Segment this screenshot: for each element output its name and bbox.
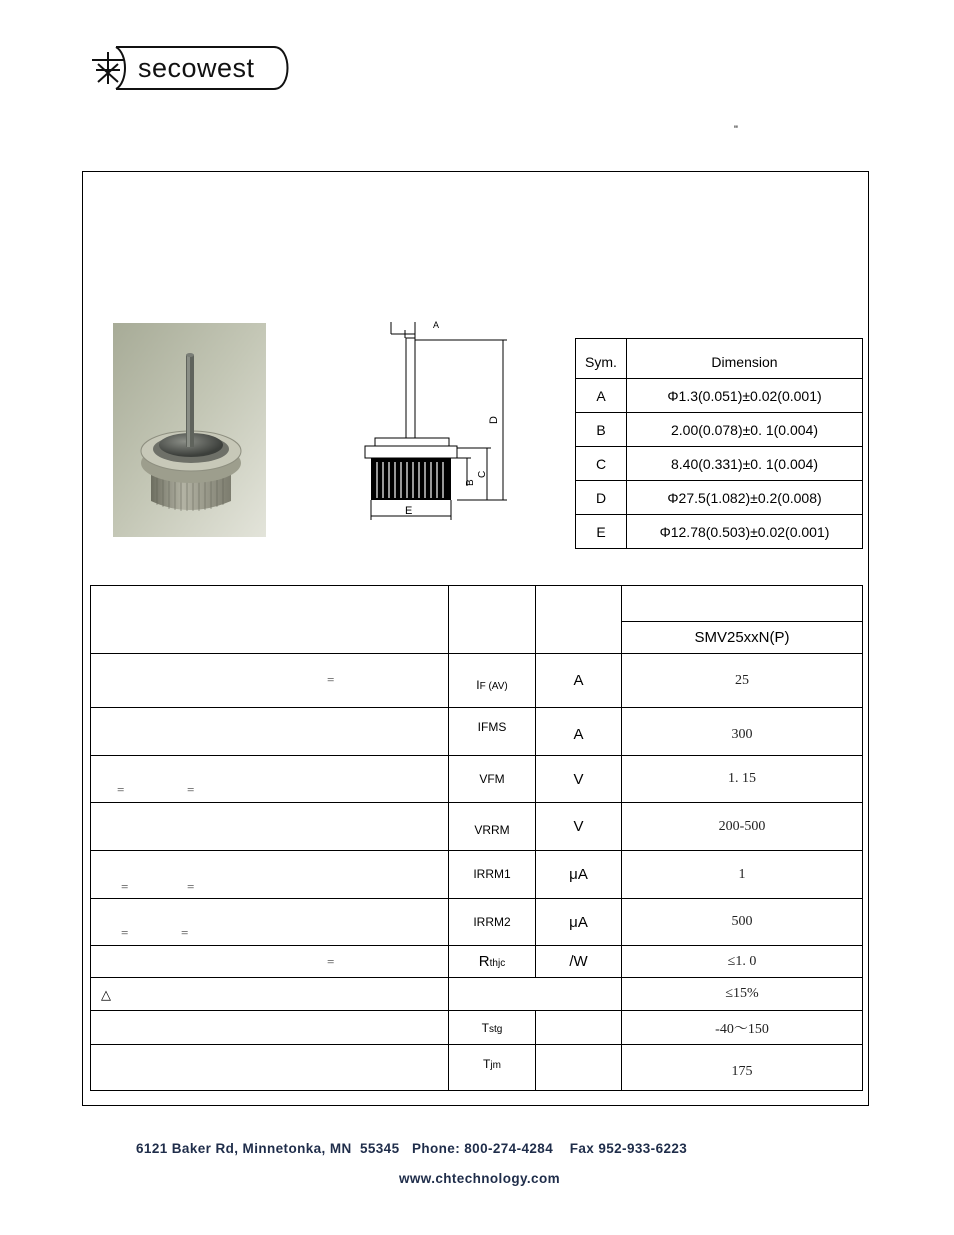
equals-sign: = (327, 954, 335, 969)
equals-sign: = (181, 925, 189, 940)
value-cell: 1. 15 (622, 756, 863, 803)
symbol-sub: RRM (482, 822, 510, 837)
header-unit (536, 586, 622, 654)
symbol-unit-cell (449, 978, 622, 1011)
symbol-cell (449, 946, 536, 978)
drawing-label-d: D (488, 416, 500, 424)
company-logo (88, 44, 292, 92)
symbol-main: T (481, 1020, 489, 1035)
unit-cell: V (536, 756, 622, 803)
table-row (91, 756, 863, 803)
equals-sign: = (121, 925, 129, 940)
symbol-sub: jm (490, 1060, 501, 1071)
drawing-label-c: C (477, 470, 488, 478)
value-cell: -40～150 (622, 1011, 863, 1045)
dim-sym: C (576, 447, 627, 481)
header-symbol (449, 586, 536, 654)
dim-value: 8.40(0.331)±0. 1(0.004) (627, 447, 863, 481)
table-row (91, 899, 863, 946)
value-cell: 1 (622, 851, 863, 899)
table-row (576, 515, 863, 549)
spec-header-row (91, 586, 863, 622)
symbol-cell (449, 899, 536, 946)
param-cell (91, 851, 449, 899)
param-cell (91, 978, 449, 1011)
equals-sign: = (187, 782, 195, 797)
unit-cell: V (536, 803, 622, 851)
logo-text: secowest (138, 53, 255, 83)
dim-value: Φ1.3(0.051)±0.02(0.001) (627, 379, 863, 413)
symbol-sub: thjc (489, 958, 506, 969)
value-cell: ≤15% (622, 978, 863, 1011)
dim-sym: A (576, 379, 627, 413)
delta-icon: △ (101, 987, 111, 1002)
footer-website-link[interactable]: www.chtechnology.com (399, 1171, 561, 1186)
dim-value: 2.00(0.078)±0. 1(0.004) (627, 413, 863, 447)
param-cell (91, 654, 449, 708)
table-row (91, 978, 863, 1011)
param-cell (91, 708, 449, 756)
symbol-cell (449, 851, 536, 899)
symbol-sub: RRM2 (476, 915, 511, 929)
symbol-main: I (476, 677, 480, 692)
value-cell: 500 (622, 899, 863, 946)
stray-mark: " (734, 124, 738, 136)
unit-cell: A (536, 708, 622, 756)
symbol-cell (449, 708, 536, 756)
param-cell (91, 1045, 449, 1091)
symbol-cell (449, 654, 536, 708)
symbol-main: T (483, 1057, 491, 1071)
symbol-main: I (473, 867, 477, 881)
dim-value: Φ27.5(1.082)±0.2(0.008) (627, 481, 863, 515)
unit-cell: μA (536, 899, 622, 946)
equals-sign: = (117, 782, 125, 797)
outline-drawing (355, 316, 525, 526)
symbol-cell (449, 1011, 536, 1045)
table-row (576, 481, 863, 515)
table-row (576, 447, 863, 481)
unit-cell (536, 1045, 622, 1091)
header-sym: Sym. (576, 339, 627, 379)
equals-sign: = (327, 672, 335, 687)
param-cell (91, 899, 449, 946)
table-row (91, 708, 863, 756)
unit-cell: /W (536, 946, 622, 978)
value-cell: ≤1. 0 (622, 946, 863, 978)
table-row (91, 946, 863, 978)
header-parameter (91, 586, 449, 654)
unit-cell (536, 1011, 622, 1045)
symbol-sub: F (AV) (479, 680, 508, 692)
value-cell: 25 (622, 654, 863, 708)
dim-sym: D (576, 481, 627, 515)
symbol-sub: FM (487, 772, 505, 786)
table-row (576, 413, 863, 447)
unit-cell: μA (536, 851, 622, 899)
unit-cell: A (536, 654, 622, 708)
table-row (91, 1045, 863, 1091)
param-cell (91, 756, 449, 803)
symbol-cell (449, 803, 536, 851)
value-cell: 175 (622, 1045, 863, 1091)
table-row (91, 654, 863, 708)
value-cell: 200-500 (622, 803, 863, 851)
header-value-group (622, 586, 863, 622)
dimension-table-header (576, 339, 863, 379)
table-row (91, 1011, 863, 1045)
model-name: SMV25xxN(P) (622, 622, 863, 654)
drawing-label-b: B (465, 479, 476, 486)
equals-sign: = (121, 879, 129, 894)
symbol-main: V (479, 772, 488, 786)
symbol-cell (449, 1045, 536, 1091)
param-cell (91, 946, 449, 978)
table-row (91, 803, 863, 851)
symbol-sub: RRM1 (476, 867, 511, 881)
symbol-main: I (477, 720, 481, 734)
drawing-label-a: A (433, 320, 440, 330)
dim-value: Φ12.78(0.503)±0.02(0.001) (627, 515, 863, 549)
symbol-main: I (473, 915, 477, 929)
symbol-sub: FMS (481, 720, 507, 734)
equals-sign: = (187, 879, 195, 894)
param-cell (91, 1011, 449, 1045)
value-cell: 300 (622, 708, 863, 756)
drawing-label-e: E (405, 505, 413, 517)
symbol-main: V (474, 822, 483, 837)
table-row (576, 379, 863, 413)
dim-sym: E (576, 515, 627, 549)
spec-table (90, 585, 863, 1091)
symbol-sub: stg (489, 1023, 503, 1035)
footer-address-text: 6121 Baker Rd, Minnetonka, MN 55345 Phone: 800-274-4284 Fax 952-933-6223 (136, 1141, 688, 1156)
header-dimension: Dimension (627, 339, 863, 379)
symbol-main: R (478, 953, 490, 970)
dimension-table (575, 338, 863, 549)
table-row (91, 851, 863, 899)
product-photo (113, 323, 266, 537)
symbol-cell (449, 756, 536, 803)
param-cell (91, 803, 449, 851)
dim-sym: B (576, 413, 627, 447)
